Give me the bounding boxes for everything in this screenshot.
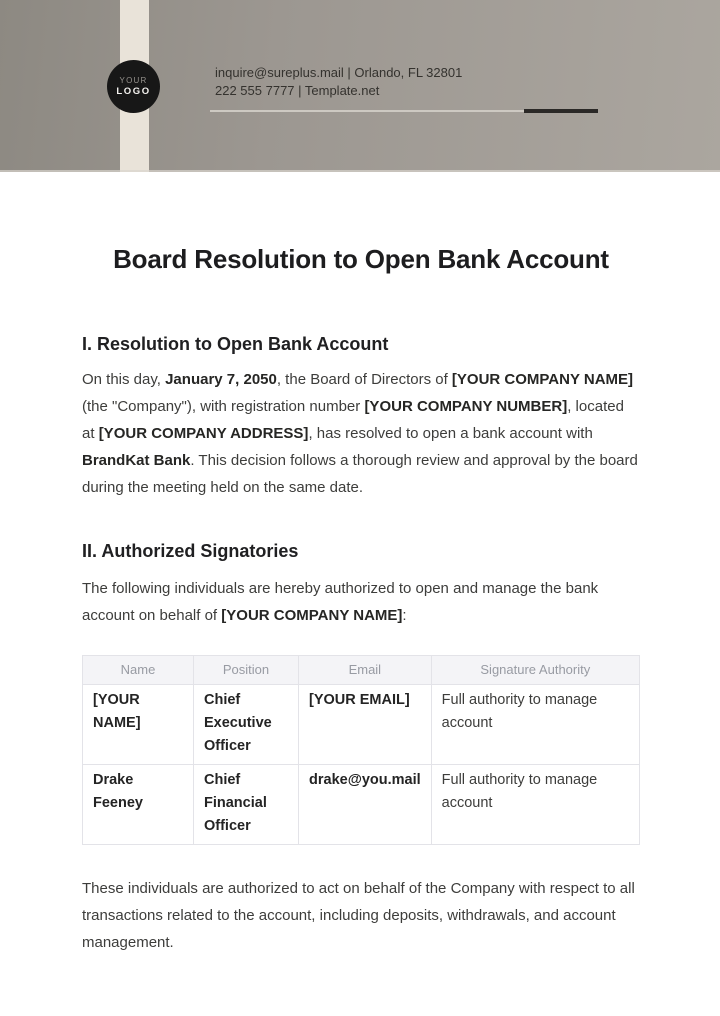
table-cell: Full authority to manage account [431,685,639,765]
section-1-paragraph [82,366,640,501]
bold-text-segment: [YOUR COMPANY NAME] [451,371,634,388]
table-column-header: Position [194,656,299,685]
table-cell: Chief Financial Officer [194,765,299,845]
bold-text-segment: [YOUR COMPANY NAME] [221,607,403,624]
section-1-heading: I. Resolution to Open Bank Account [82,334,389,354]
text-segment: . This decision follows a thorough review and approval by the board during the meeting held on the same date. [82,452,638,496]
contact-line-email-address: inquire@sureplus.mail | Orlando, FL 32801 [215,65,463,80]
text-segment: (the "Company"), with registration number [82,398,365,415]
signatories-table-header [83,656,640,685]
signatories-table [82,655,640,845]
table-row [83,765,640,845]
table-column-header: Email [299,656,432,685]
section-2-intro-paragraph [82,575,640,629]
bold-text-segment: [YOUR COMPANY ADDRESS] [98,425,309,442]
table-cell: Drake Feeney [83,765,194,845]
signatories-table-body [83,685,640,845]
logo-text-logo: LOGO [116,86,151,97]
table-cell: Chief Executive Officer [194,685,299,765]
document-title: Board Resolution to Open Bank Account [113,244,609,274]
header-divider-line [210,110,524,112]
text-segment: , has resolved to open a bank account with [308,425,593,442]
table-cell: [YOUR NAME] [83,685,194,765]
text-segment: The following individuals are hereby authorized to open and manage the bank account on behalf of [82,580,599,624]
table-column-header: Signature Authority [431,656,639,685]
text-segment: On this day, [82,371,166,388]
text-segment: These individuals are authorized to act on behalf of the Company with respect to all transactions related to the account, including deposits, withdrawals, and account management. [82,880,635,951]
bold-text-segment: BrandKat Bank [82,452,191,469]
contact-line-phone-website: 222 555 7777 | Template.net [215,82,380,98]
company-logo [107,60,160,113]
logo-text-your: YOUR [119,76,148,85]
header-divider-accent [524,109,598,113]
section-2-heading: II. Authorized Signatories [82,541,299,561]
table-cell: Full authority to manage account [431,765,639,845]
bold-text-segment: January 7, 2050 [165,371,277,388]
table-column-header: Name [83,656,194,685]
document-body [0,242,720,956]
table-cell: [YOUR EMAIL] [299,685,432,765]
table-cell: drake@you.mail [299,765,432,845]
letterhead-band [0,0,720,172]
contact-info [215,64,462,99]
bold-text-segment: [YOUR COMPANY NUMBER] [364,398,568,415]
closing-paragraph [82,875,640,956]
text-segment: , the Board of Directors of [276,371,452,388]
table-header-row [83,656,640,685]
text-segment: , located at [82,398,624,442]
table-row [83,685,640,765]
text-segment: : [402,607,407,624]
